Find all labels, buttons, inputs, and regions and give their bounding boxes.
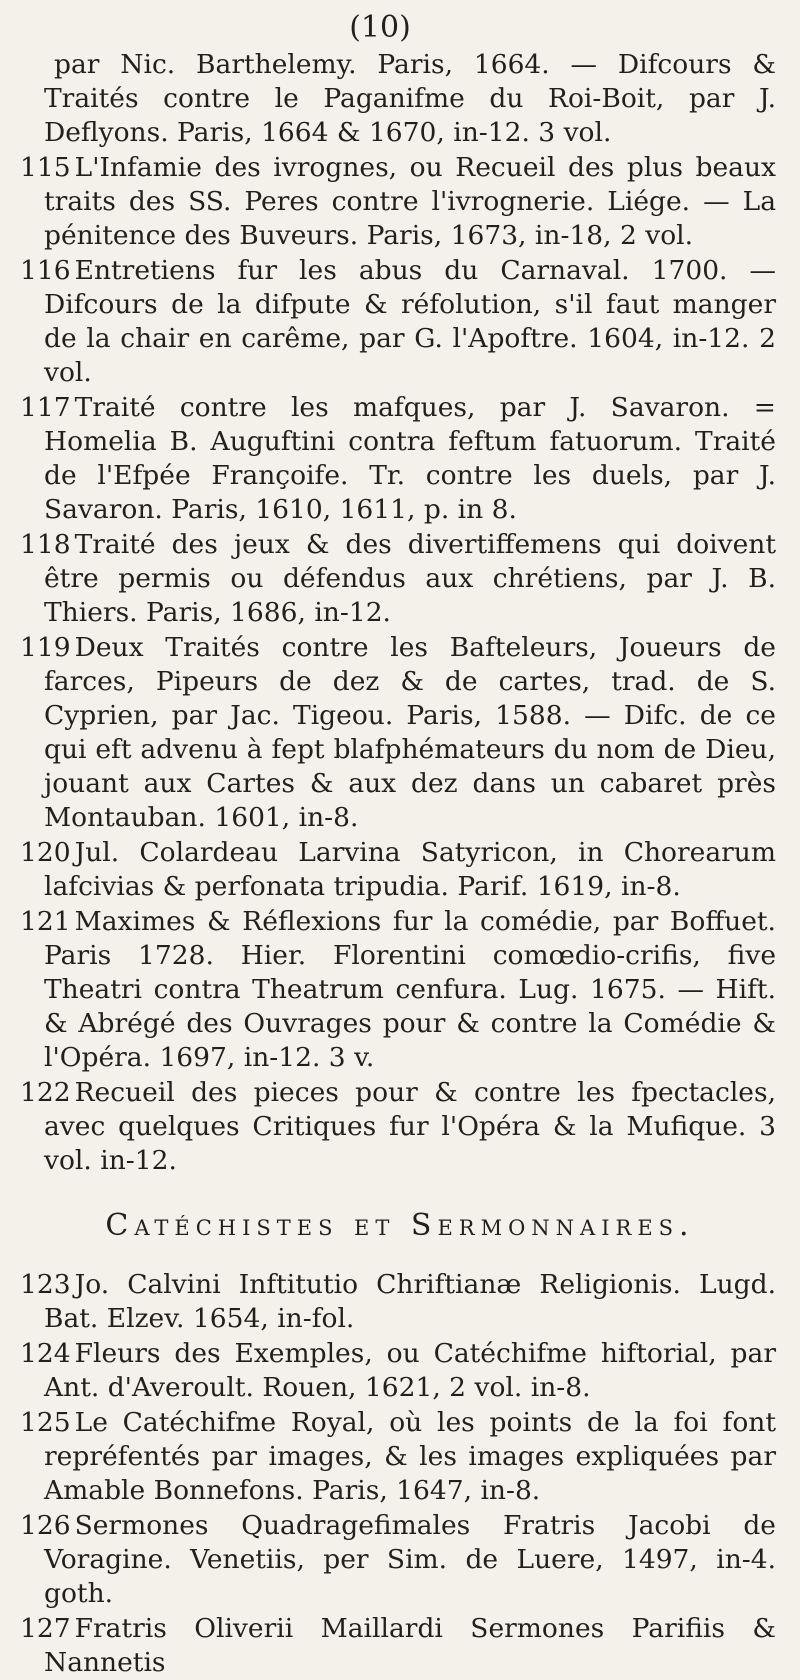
catalog-entry — [20, 1406, 776, 1508]
entry-text: Traité contre les mafques, par J. Savaron. = Homelia B. Auguftini contra feftum fatuorum. Traité de l'Efpée Françoife. Tr. contre les duels, par J. Savaron. Paris, 1610, 1611, p. in 8. — [44, 392, 776, 525]
entry-number: 125 — [20, 1407, 71, 1438]
entry-text: L'Infamie des ivrognes, ou Recueil des plus beaux traits des SS. Peres contre l'ivrognerie. Liége. — La pénitence des Buveurs. Paris, 1673, in-18, 2 vol. — [44, 152, 776, 251]
entry-text: Maximes & Réflexions fur la comédie, par Boffuet. Paris 1728. Hier. Florentini comœdio-crifis, five Theatri contra Theatrum cenfura. Lug. 1675. — Hift. & Abrégé des Ouvrages pour & contre la Comédie & l'Opéra. 1697, in-12. 3 v. — [44, 906, 776, 1073]
entries-top — [20, 48, 776, 1178]
catalog-entry — [20, 631, 776, 835]
entry-text: Recueil des pieces pour & contre les fpectacles, avec quelques Critiques fur l'Opéra & la Mufique. 3 vol. in-12. — [44, 1077, 776, 1176]
catalog-entry — [20, 1612, 776, 1680]
entry-text: Deux Traités contre les Bafteleurs, Joueurs de farces, Pipeurs de dez & de cartes, trad. de S. Cyprien, par Jac. Tigeou. Paris, 1588. — Difc. de ce qui eft advenu à fept blafphémateurs du nom de Dieu, jouant aux Cartes & aux dez dans un cabaret près Montauban. 1601, in-8. — [44, 632, 776, 833]
catalog-entry — [20, 1509, 776, 1611]
catalog-entry — [20, 391, 776, 527]
entry-text: Sermones Quadragefimales Fratris Jacobi de Voragine. Venetiis, per Sim. de Luere, 1497, in-4. goth. — [44, 1510, 776, 1609]
catalog-entry — [20, 1268, 776, 1336]
catalog-entry — [20, 151, 776, 253]
entry-number: 116 — [20, 255, 71, 286]
entry-number: 120 — [20, 837, 71, 868]
entry-number: 121 — [20, 906, 71, 937]
page-number: (10) — [349, 10, 411, 45]
catalog-entry — [20, 1076, 776, 1178]
entry-text: Jo. Calvini Inftitutio Chriftianæ Religionis. Lugd. Bat. Elzev. 1654, in-fol. — [44, 1269, 776, 1334]
catalog-entry — [44, 48, 776, 150]
entry-text: Le Catéchifme Royal, où les points de la foi font repréfentés par images, & les images expliquées par Amable Bonnefons. Paris, 1647, in-8. — [44, 1407, 776, 1506]
section-heading: Catéchistes et Sermonnaires. — [105, 1208, 695, 1243]
entry-number: 123 — [20, 1269, 71, 1300]
catalog-entry — [20, 1337, 776, 1405]
entries-bottom — [20, 1268, 776, 1680]
catalog-entry — [20, 905, 776, 1075]
entry-text: par Nic. Barthelemy. Paris, 1664. — Difcours & Traités contre le Paganifme du Roi-Boit, par J. Deflyons. Paris, 1664 & 1670, in-12. 3 vol. — [44, 49, 776, 148]
entry-text: Fleurs des Exemples, ou Catéchifme hiftorial, par Ant. d'Averoult. Rouen, 1621, 2 vol. in-8. — [44, 1338, 776, 1403]
entry-number: 117 — [20, 392, 71, 423]
entry-number: 127 — [20, 1613, 71, 1644]
entry-number: 124 — [20, 1338, 71, 1369]
catalog-entry — [20, 836, 776, 904]
entry-text: Jul. Colardeau Larvina Satyricon, in Chorearum lafcivias & perfonata tripudia. Parif. 1619, in-8. — [44, 837, 776, 902]
entry-number: 122 — [20, 1077, 71, 1108]
entry-number: 115 — [20, 152, 71, 183]
entry-text: Traité des jeux & des divertiffemens qui doivent être permis ou défendus aux chrétiens, par J. B. Thiers. Paris, 1686, in-12. — [44, 529, 776, 628]
catalog-entry — [20, 528, 776, 630]
entry-number: 126 — [20, 1510, 71, 1541]
entry-number: 118 — [20, 529, 71, 560]
entry-text: Fratris Oliverii Maillardi Sermones Parifiis & Nannetis — [44, 1613, 776, 1678]
entry-text: Entretiens fur les abus du Carnaval. 1700. — Difcours de la difpute & réfolution, s'il faut manger de la chair en carême, par G. l'Apoftre. 1604, in-12. 2 vol. — [44, 255, 776, 388]
catalog-entry — [20, 254, 776, 390]
entry-number: 119 — [20, 632, 71, 663]
